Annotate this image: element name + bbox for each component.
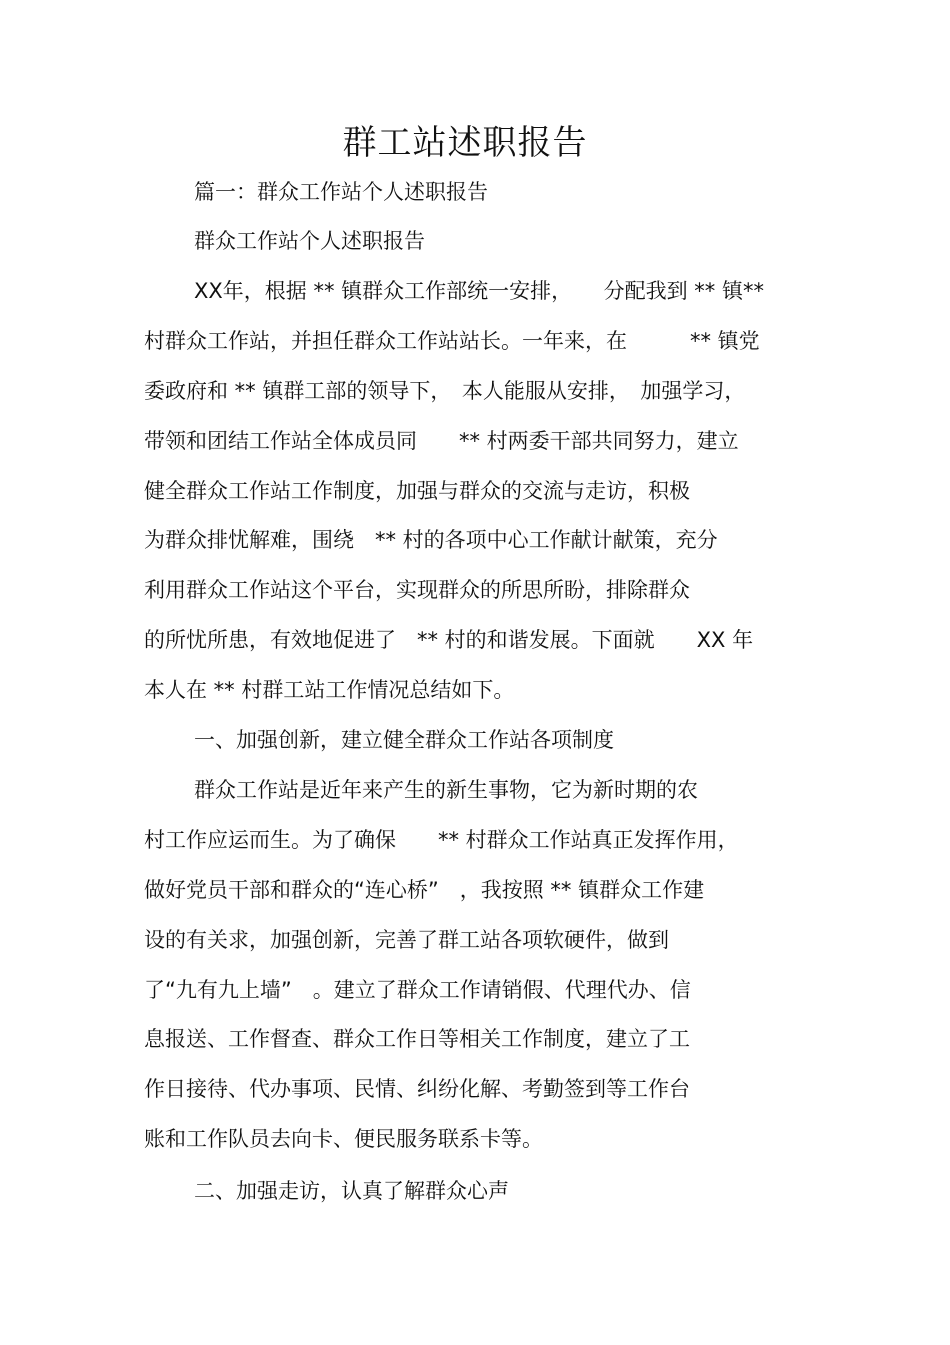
paragraph-line: 村群众工作站，并担任群众工作站站长。一年来，在 ** 镇党 [144, 329, 760, 353]
paragraph-line: XX年，根据 ** 镇群众工作部统一安排， 分配我到 ** 镇** [194, 279, 764, 303]
section-heading: 篇一：群众工作站个人述职报告 [194, 180, 488, 204]
paragraph-line: 群众工作站是近年来产生的新生事物，它为新时期的农 [194, 778, 698, 802]
paragraph-line: 为群众排忧解难，围绕 ** 村的各项中心工作献计献策，充分 [144, 528, 718, 552]
paragraph-line: 设的有关求，加强创新，完善了群工站各项软硬件，做到 [144, 928, 669, 952]
subtitle: 群众工作站个人述职报告 [194, 229, 425, 253]
paragraph-line: 利用群众工作站这个平台，实现群众的所思所盼，排除群众 [144, 578, 690, 602]
paragraph-line: 健全群众工作站工作制度，加强与群众的交流与走访，积极 [144, 479, 690, 503]
paragraph-line: 的所忧所患，有效地促进了 ** 村的和谐发展。下面就 XX 年 [144, 628, 754, 652]
section-heading: 二、加强走访，认真了解群众心声 [194, 1179, 509, 1203]
section-heading: 一、加强创新，建立健全群众工作站各项制度 [194, 728, 614, 752]
paragraph-line: 做好党员干部和群众的“连心桥” ，我按照 ** 镇群众工作建 [144, 878, 705, 902]
paragraph-line: 作日接待、代办事项、民情、纠纷化解、考勤签到等工作台 [144, 1077, 690, 1101]
paragraph-line: 息报送、工作督查、群众工作日等相关工作制度，建立了工 [144, 1027, 690, 1051]
document-title: 群工站述职报告 [342, 123, 588, 163]
paragraph-line: 委政府和 ** 镇群工部的领导下， 本人能服从安排， 加强学习， [144, 379, 746, 403]
paragraph-line: 村工作应运而生。为了确保 ** 村群众工作站真正发挥作用， [144, 828, 739, 852]
paragraph-line: 了“九有九上墙” 。建立了群众工作请销假、代理代办、信 [144, 978, 691, 1002]
paragraph-line: 本人在 ** 村群工站工作情况总结如下。 [144, 678, 515, 702]
paragraph-line: 账和工作队员去向卡、便民服务联系卡等。 [144, 1127, 543, 1151]
paragraph-line: 带领和团结工作站全体成员同 ** 村两委干部共同努力，建立 [144, 429, 739, 453]
